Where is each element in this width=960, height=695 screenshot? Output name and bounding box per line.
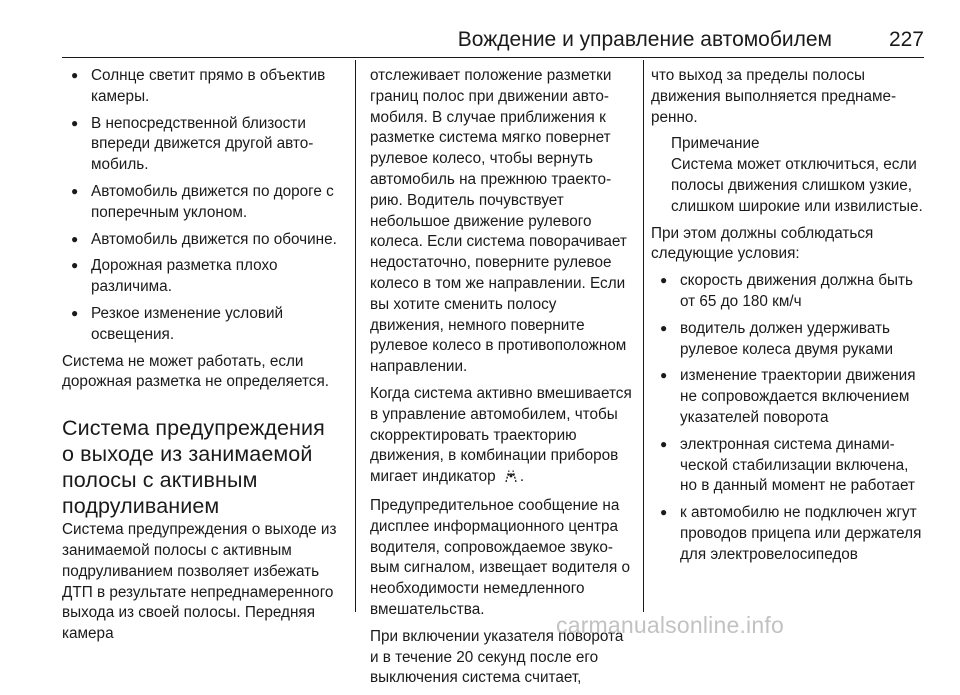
column-1 bbox=[62, 66, 340, 651]
paragraph-text: . bbox=[519, 468, 525, 486]
column-divider-1 bbox=[355, 60, 356, 612]
paragraph: Система предупреждения о выходе из занимаемой полосы с активным подруливанием позволяет избежать ДТП в результате непреднамеренного выхода из своей полосы. Передняя камера bbox=[62, 521, 337, 643]
note-text: Система может отключиться, если полосы движения слишком узкие, слишком широкие или извилистые. bbox=[671, 156, 923, 215]
paragraph: что выход за пределы полосы движения выполняется преднамеренно. bbox=[651, 67, 897, 126]
paragraph-text: Когда система активно вмешивается в управление автомобилем, чтобы скорректировать траекторию движения, в комбинации приборов мигает индикатор bbox=[370, 384, 632, 486]
header-title: Вождение и управление автомобилем bbox=[457, 28, 832, 51]
list-item: ● Солнце светит прямо в объектив камеры. bbox=[62, 66, 340, 108]
paragraph bbox=[370, 384, 634, 490]
conditions-list bbox=[62, 66, 340, 346]
paragraph: При этом должны соблюдаться следующие условия: bbox=[651, 224, 874, 263]
column-2 bbox=[370, 66, 634, 695]
indicator-reference bbox=[500, 468, 524, 485]
paragraph: отслеживает положение разметки границ полос при движении автомобиля. В случае приближения к разметке система мягко повернет рулевое колесо, чтобы вернуть автомобиль на прежнюю траекторию. Водитель почувствует небольшое движение рулевого колеса. Если система поворачивает недостаточно, поверните рулевое колесо в том же направлении. Если вы хотите сменить полосу движения, немного поверните рулевое колесо в противоположном направлении. bbox=[370, 67, 627, 376]
list-item: ● к автомобилю не подключен жгут проводов прицепа или держателя для электровелосипедов bbox=[651, 503, 929, 565]
list-item: ● электронная система динамической стабилизации включена, но в данный момент не работает bbox=[651, 435, 929, 497]
list-item: ● изменение траектории движения не сопровождается включением указателей поворота bbox=[651, 366, 929, 428]
note-block bbox=[651, 134, 929, 217]
watermark: carmanualsonline.info bbox=[556, 612, 784, 638]
list-item: ● скорость движения должна быть от 65 до 180 км/ч bbox=[651, 271, 929, 313]
list-item: ● Автомобиль движется по дороге с поперечным уклоном. bbox=[62, 182, 340, 224]
column-3 bbox=[651, 66, 929, 572]
list-item: ● В непосредственной близости впереди движется другой автомобиль. bbox=[62, 114, 340, 176]
list-item: ● Резкое изменение условий освещения. bbox=[62, 304, 340, 346]
list-item: ● водитель должен удерживать рулевое колеса двумя руками bbox=[651, 319, 929, 361]
paragraph: Предупредительное сообщение на дисплее информационного центра водителя, сопровождаемое звуковым сигналом, извещает водителя о необходимости немедленного вмешательства. bbox=[370, 496, 631, 618]
column-divider-2 bbox=[643, 60, 644, 612]
page-header bbox=[62, 24, 924, 58]
header-rule bbox=[62, 57, 924, 58]
list-item: ● Дорожная разметка плохо различима. bbox=[62, 256, 340, 298]
requirements-list bbox=[651, 271, 929, 565]
paragraph: Система не может работать, если дорожная разметка не определяется. bbox=[62, 352, 329, 391]
section-heading: Система предупреждения о выходе из занимаемой полосы с активным подруливанием bbox=[62, 416, 325, 519]
page-number: 227 bbox=[888, 28, 924, 51]
paragraph: При включении указателя поворота и в течение 20 секунд после его выключения система считает, bbox=[370, 627, 624, 687]
lane-keep-assist-icon bbox=[502, 469, 520, 490]
note-title: Примечание bbox=[671, 135, 760, 153]
list-item: ● Автомобиль движется по обочине. bbox=[62, 230, 340, 251]
